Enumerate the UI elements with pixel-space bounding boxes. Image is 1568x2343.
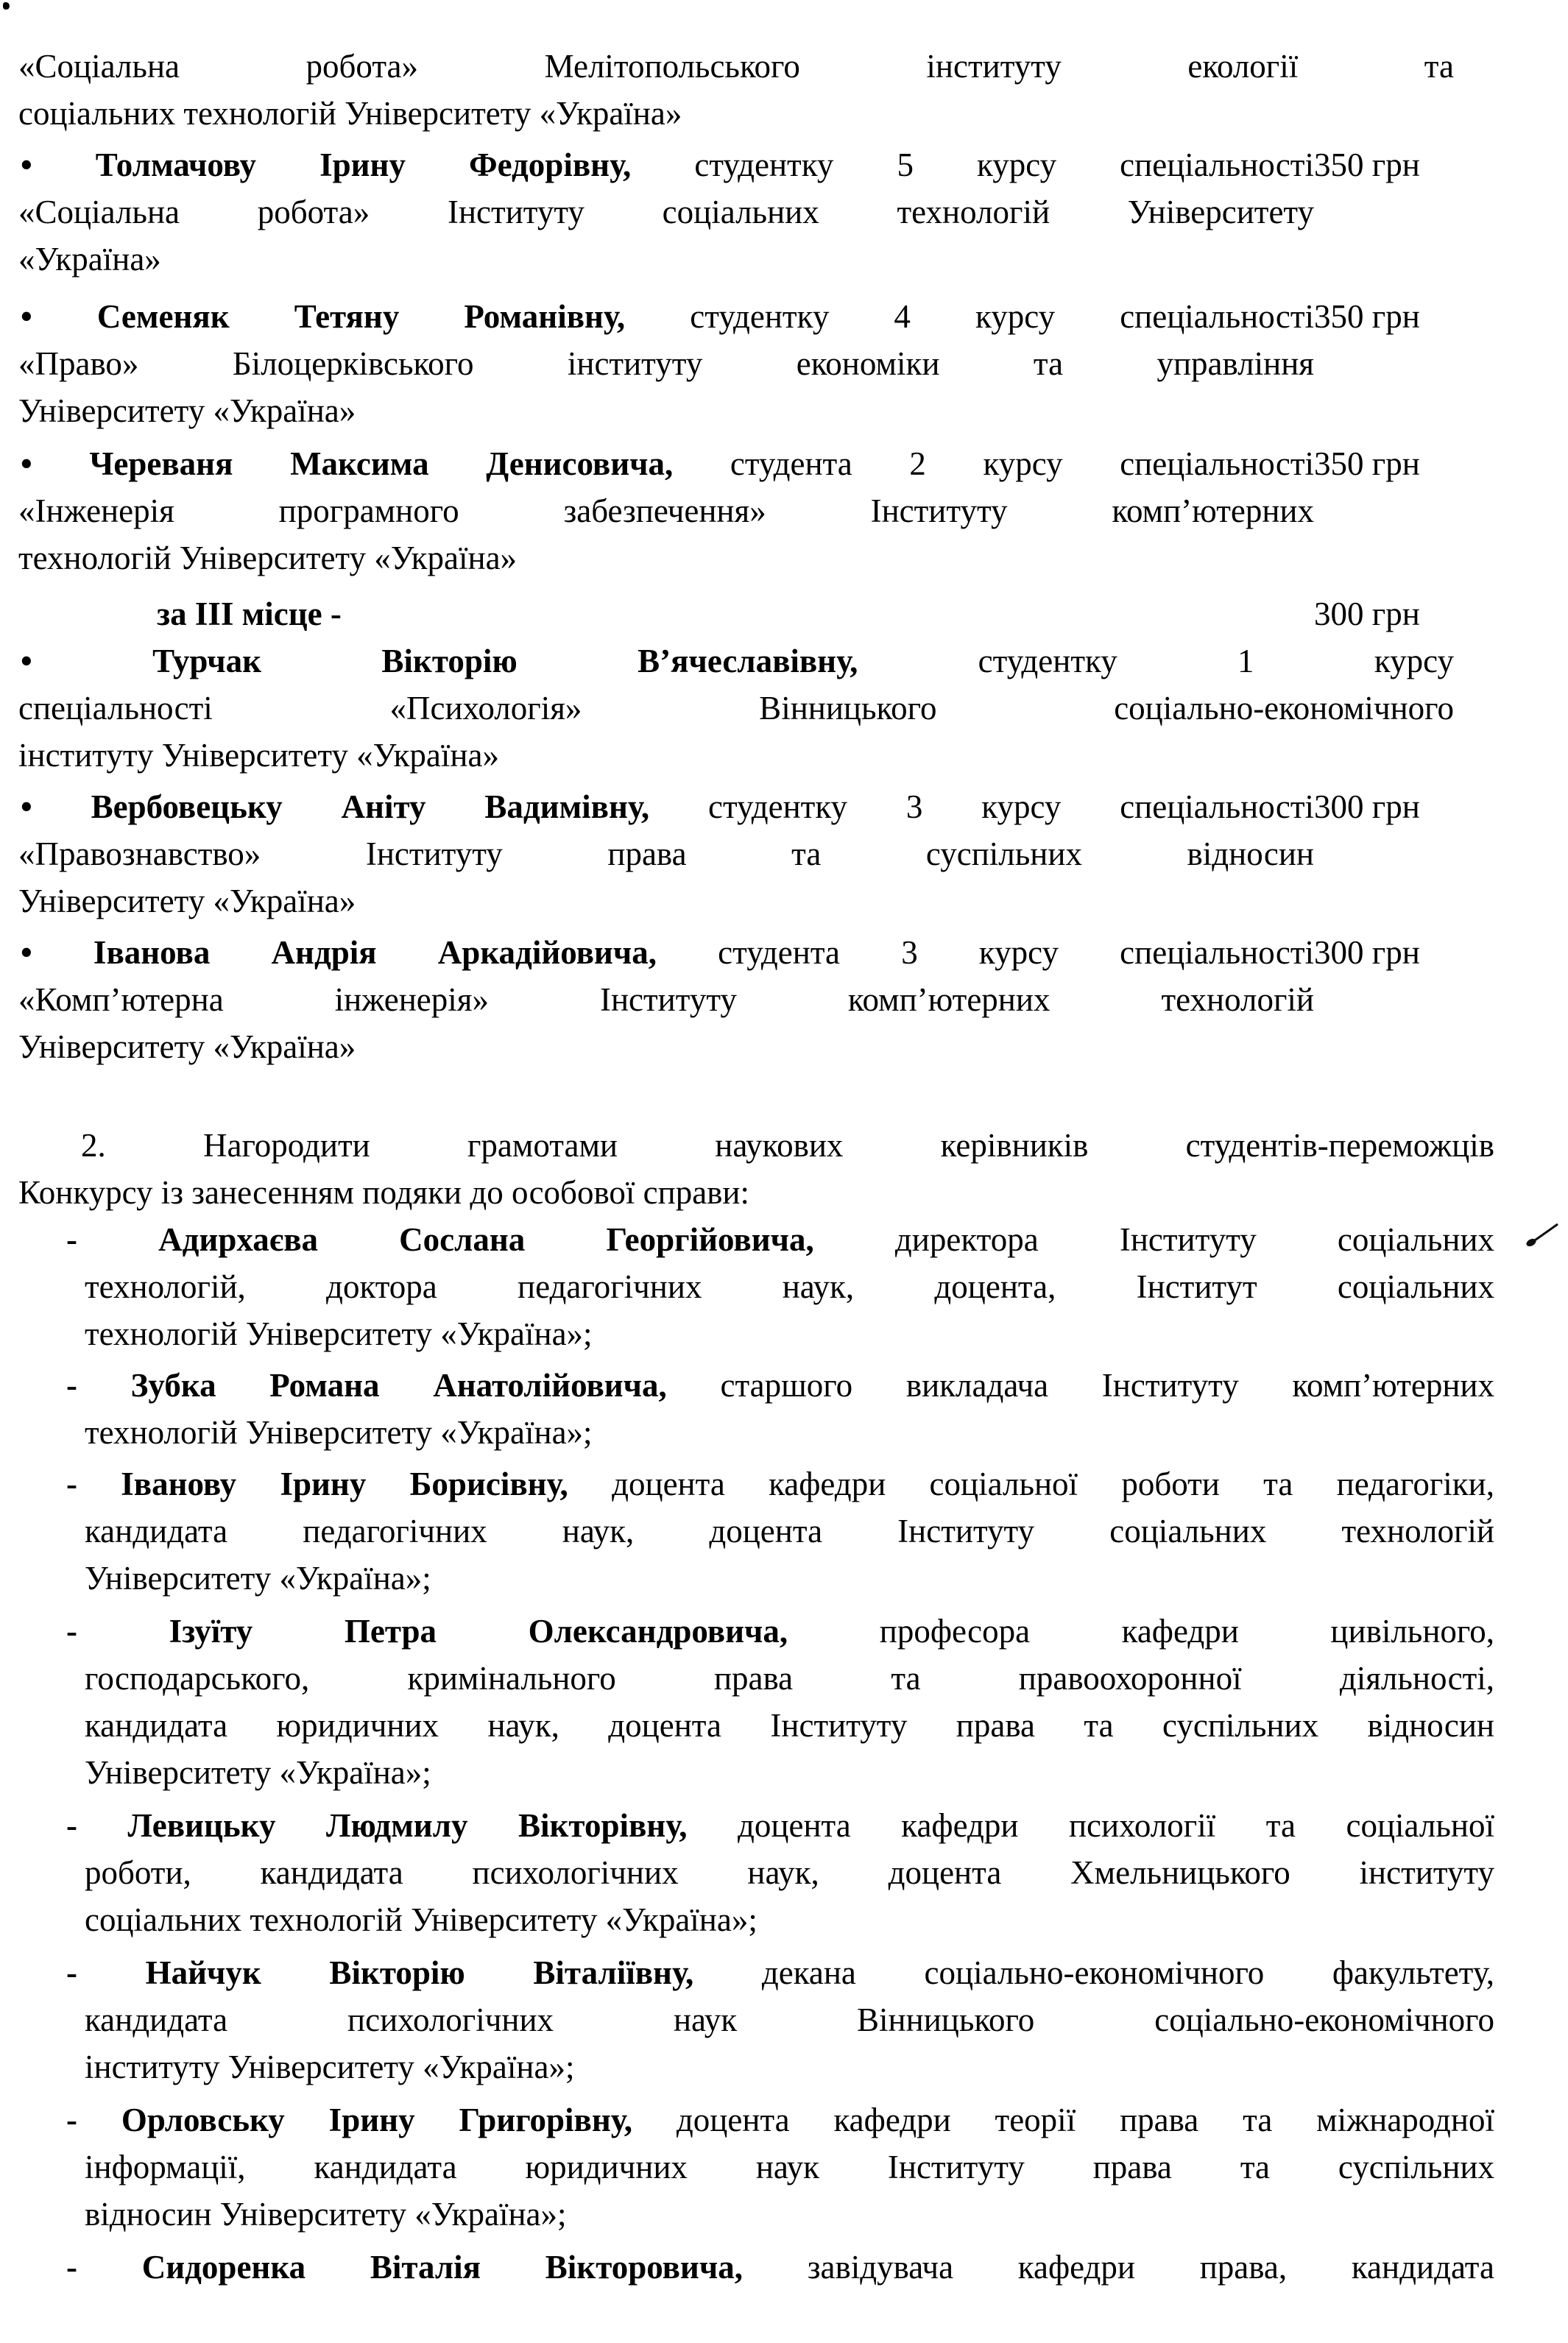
- text-line: [18, 1608, 1494, 1655]
- regular-text: студентку 3 курсу спеціальності: [649, 788, 1314, 825]
- regular-text: студентку 1 курсу: [858, 643, 1454, 679]
- regular-text: Університету «Україна»;: [85, 1560, 431, 1597]
- bold-text: - Іванову Ірину Борисівну,: [66, 1466, 568, 1502]
- mentor-item: [18, 1216, 1494, 1357]
- regular-text: «Соціальна робота» Мелітопольського інституту екології та: [18, 48, 1454, 85]
- section-award-list: [18, 43, 1454, 1070]
- regular-text: роботи, кандидата психологічних наук, доцента Хмельницького інституту: [85, 1854, 1494, 1891]
- mentor-item: [18, 1802, 1494, 1943]
- block-text: [18, 1802, 1494, 1943]
- regular-text: кандидата юридичних наук, доцента Інституту права та суспільних відносин: [85, 1707, 1494, 1744]
- document-content: [18, 43, 1568, 2291]
- block-text: [18, 2244, 1494, 2291]
- bold-text: - Орловську Ірину Григорівну,: [66, 2102, 633, 2138]
- text-line: [18, 440, 1314, 487]
- bold-text: • Вербовецьку Аніту Вадимівну,: [21, 788, 650, 825]
- regular-text: професора кафедри цивільного,: [788, 1613, 1494, 1650]
- bold-text: - Зубка Романа Анатолійовича,: [66, 1367, 667, 1404]
- text-line: [18, 1362, 1494, 1409]
- text-line: [18, 1508, 1494, 1555]
- text-line: [18, 590, 1314, 637]
- regular-text: технологій Університету «Україна»: [18, 540, 518, 576]
- text-line: [18, 1949, 1494, 1996]
- award-item: [18, 141, 1454, 283]
- award-item: [18, 783, 1454, 925]
- award-item: [18, 929, 1454, 1070]
- block-text: [18, 929, 1314, 1070]
- text-line: [18, 43, 1454, 90]
- regular-text: студента 2 курсу спеціальності: [673, 445, 1314, 482]
- section-mentor-list: [18, 1122, 1494, 2291]
- text-line: [18, 2244, 1494, 2291]
- regular-text: студента 3 курсу спеціальності: [657, 934, 1314, 971]
- regular-text: відносин Університету «Україна»;: [85, 2196, 567, 2233]
- text-line: [18, 637, 1454, 685]
- amount-label: 300 грн: [1314, 596, 1420, 632]
- text-line: [18, 188, 1314, 236]
- mentor-item: [18, 1949, 1494, 2091]
- regular-text: доцента кафедри теорії права та міжнародної: [632, 2102, 1494, 2138]
- bold-text: - Найчук Вікторію Віталіївну,: [66, 1954, 694, 1991]
- regular-text: студентку 5 курсу спеціальності: [631, 146, 1314, 183]
- text-line: [18, 732, 1454, 779]
- text-line: [18, 929, 1314, 976]
- regular-text: спеціальності «Психологія» Вінницького соціально-економічного: [18, 690, 1454, 727]
- award-item-continuation: [18, 43, 1454, 137]
- regular-text: декана соціально-економічного факультету,: [693, 1954, 1494, 1991]
- block-text: [18, 637, 1454, 779]
- scan-speck: [3, 2, 10, 10]
- bold-text: - Сидоренка Віталія Вікторовича,: [66, 2249, 743, 2286]
- block-text: [18, 590, 1314, 637]
- text-line: [18, 1702, 1494, 1749]
- block-text: [18, 293, 1314, 434]
- bold-text: • Турчак Вікторію В’ячеславівну,: [21, 643, 858, 679]
- regular-text: «Комп’ютерна інженерія» Інституту комп’ютерних технологій: [18, 981, 1314, 1018]
- text-line: [18, 1216, 1494, 1263]
- regular-text: «Право» Білоцерківського інституту економіки та управління: [18, 345, 1314, 382]
- bold-text: • Череваня Максима Денисовича,: [21, 445, 674, 482]
- text-line: [18, 1122, 1494, 1169]
- text-line: [18, 2191, 1494, 2238]
- amount-label: 350 грн: [1314, 146, 1420, 183]
- regular-text: інституту Університету «Україна»: [18, 737, 499, 774]
- block-text: [18, 1362, 1494, 1456]
- block-text: [18, 43, 1454, 137]
- text-line: [18, 1263, 1494, 1310]
- regular-text: технологій Університету «Україна»;: [85, 1315, 593, 1352]
- block-text: [18, 1460, 1494, 1602]
- text-line: [18, 1802, 1494, 1849]
- regular-text: доцента кафедри соціальної роботи та педагогіки,: [568, 1466, 1494, 1502]
- text-line: [18, 141, 1314, 188]
- text-line: [18, 340, 1314, 387]
- text-line: [18, 783, 1314, 830]
- amount-label: 350 грн: [1314, 298, 1420, 335]
- text-line: [18, 1996, 1494, 2043]
- text-line: [18, 487, 1314, 534]
- regular-text: «Правознавство» Інституту права та суспільних відносин: [18, 835, 1314, 872]
- regular-text: старшого викладача Інституту комп’ютерних: [666, 1367, 1494, 1404]
- text-line: [18, 976, 1314, 1023]
- text-line: [18, 1023, 1314, 1070]
- amount-label: 300 грн: [1314, 934, 1420, 971]
- award-item: [18, 440, 1454, 582]
- regular-text: Конкурсу із занесенням подяки до особової справи:: [18, 1174, 750, 1211]
- bold-text: - Левицьку Людмилу Вікторівну,: [66, 1807, 688, 1844]
- pen-mark: [1524, 1218, 1562, 1251]
- regular-text: Університету «Україна»: [18, 883, 356, 919]
- text-line: [18, 90, 1454, 137]
- bold-text: - Адирхаєва Сослана Георгійовича,: [66, 1221, 814, 1258]
- numbered-paragraph: [18, 1122, 1494, 1216]
- mentor-item: [18, 2096, 1494, 2238]
- text-line: [18, 2096, 1494, 2144]
- bold-text: • Толмачову Ірину Федорівну,: [21, 146, 632, 183]
- regular-text: директора Інституту соціальних: [813, 1221, 1494, 1258]
- regular-text: інформації, кандидата юридичних наук Інституту права та суспільних: [85, 2149, 1494, 2185]
- regular-text: «Соціальна робота» Інституту соціальних технологій Університету: [18, 194, 1314, 230]
- bold-text: • Іванова Андрія Аркадійовича,: [21, 934, 657, 971]
- place-heading: [18, 590, 1454, 637]
- amount-label: 350 грн: [1314, 445, 1420, 482]
- award-item: [18, 637, 1454, 779]
- regular-text: кандидата психологічних наук Вінницького соціально-економічного: [85, 2001, 1494, 2038]
- text-line: [18, 1555, 1494, 1602]
- text-line: [18, 830, 1314, 877]
- block-text: [18, 2096, 1494, 2238]
- regular-text: технологій Університету «Україна»;: [85, 1414, 593, 1451]
- regular-text: технологій, доктора педагогічних наук, доцента, Інститут соціальних: [85, 1268, 1494, 1305]
- text-line: [18, 1655, 1494, 1702]
- text-line: [18, 1409, 1494, 1456]
- text-line: [18, 1310, 1494, 1357]
- regular-text: Університету «Україна»: [18, 1028, 356, 1065]
- regular-text: Університету «Україна»;: [85, 1754, 431, 1791]
- text-line: [18, 534, 1314, 582]
- text-line: [18, 236, 1314, 283]
- regular-text: інституту Університету «Україна»;: [85, 2049, 575, 2085]
- regular-text: «Інженерія програмного забезпечення» Інституту комп’ютерних: [18, 492, 1314, 529]
- text-line: [18, 1169, 1494, 1216]
- block-text: [18, 1949, 1494, 2091]
- text-line: [18, 877, 1314, 925]
- bold-text: - Ізуїту Петра Олександровича,: [66, 1613, 788, 1650]
- text-line: [18, 1460, 1494, 1508]
- regular-text: соціальних технологій Університету «Україна»: [18, 95, 682, 132]
- regular-text: студентку 4 курсу спеціальності: [625, 298, 1314, 335]
- text-line: [18, 2043, 1494, 2091]
- mentor-item: [18, 1362, 1494, 1456]
- regular-text: Університету «Україна»: [18, 392, 356, 429]
- text-line: [18, 1749, 1494, 1796]
- regular-text: завідувача кафедри права, кандидата: [742, 2249, 1494, 2286]
- block-text: [18, 440, 1314, 582]
- award-item: [18, 293, 1454, 434]
- regular-text: кандидата педагогічних наук, доцента Інституту соціальних технологій: [85, 1513, 1494, 1549]
- text-line: [18, 2144, 1494, 2191]
- regular-text: господарського, кримінального права та правоохоронної діяльності,: [85, 1660, 1494, 1697]
- block-text: [18, 141, 1314, 283]
- regular-text: соціальних технологій Університету «Україна»;: [85, 1901, 757, 1938]
- text-line: [18, 685, 1454, 732]
- block-text: [18, 1216, 1494, 1357]
- regular-text: «Україна»: [18, 241, 161, 278]
- mentor-item: [18, 1460, 1494, 1602]
- text-line: [18, 293, 1314, 340]
- block-text: [18, 783, 1314, 925]
- regular-text: 2. Нагородити грамотами наукових керівників студентів-переможців: [81, 1127, 1494, 1164]
- block-text: [18, 1608, 1494, 1796]
- mentor-item: [18, 2244, 1494, 2291]
- mentor-item: [18, 1608, 1494, 1796]
- text-line: [18, 1896, 1494, 1943]
- bold-text: за ІІІ місце -: [157, 596, 342, 632]
- bold-text: • Семеняк Тетяну Романівну,: [21, 298, 626, 335]
- amount-label: 300 грн: [1314, 788, 1420, 825]
- block-text: [18, 1122, 1494, 1216]
- text-line: [18, 1849, 1494, 1896]
- text-line: [18, 387, 1314, 434]
- regular-text: доцента кафедри психології та соціальної: [687, 1807, 1494, 1844]
